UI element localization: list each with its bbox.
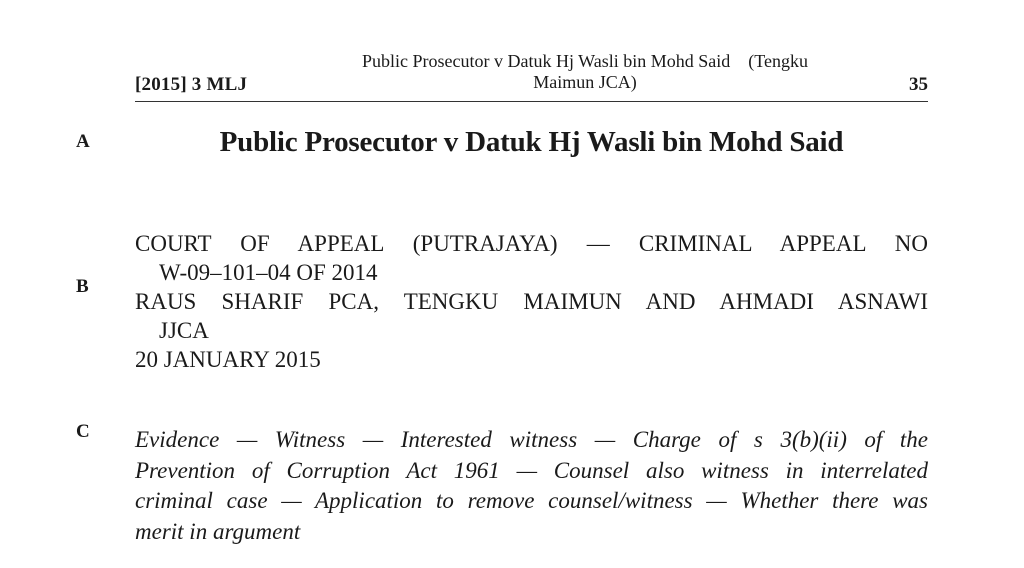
header-divider [135, 101, 928, 102]
report-citation: [2015] 3 MLJ [135, 74, 248, 95]
judges-title: JJCA [159, 318, 209, 343]
margin-letter-c: C [76, 421, 90, 442]
catchwords-line-1: Evidence — Witness — Interested witness — Charge of s 3(b)(ii) of the [135, 427, 928, 452]
running-title-line-1: Public Prosecutor v Datuk Hj Wasli bin Mohd Said (Tengku [362, 51, 808, 71]
running-title [305, 51, 865, 93]
catchwords-line-2: Prevention of Corruption Act 1961 — Counsel also witness in interrelated [135, 457, 928, 483]
margin-letter-a: A [76, 131, 90, 152]
appeal-number: W-09–101–04 OF 2014 [159, 260, 378, 285]
running-title-line-2: Maimun JCA) [533, 72, 637, 92]
case-title: Public Prosecutor v Datuk Hj Wasli bin Mohd Said [219, 126, 844, 158]
court-details [135, 229, 928, 374]
page-number: 35 [909, 74, 928, 95]
margin-letter-b: B [76, 276, 89, 297]
court-line: COURT OF APPEAL (PUTRAJAYA) — CRIMINAL APPEAL NO [135, 231, 928, 256]
catchwords-line-4: merit in argument [135, 518, 301, 544]
catchwords [135, 425, 928, 547]
catchwords-line-3: criminal case — Application to remove counsel/witness — Whether there was [135, 488, 928, 513]
judges-line: RAUS SHARIF PCA, TENGKU MAIMUN AND AHMADI ASNAWI [135, 289, 928, 314]
judgment-date: 20 JANUARY 2015 [135, 347, 321, 372]
